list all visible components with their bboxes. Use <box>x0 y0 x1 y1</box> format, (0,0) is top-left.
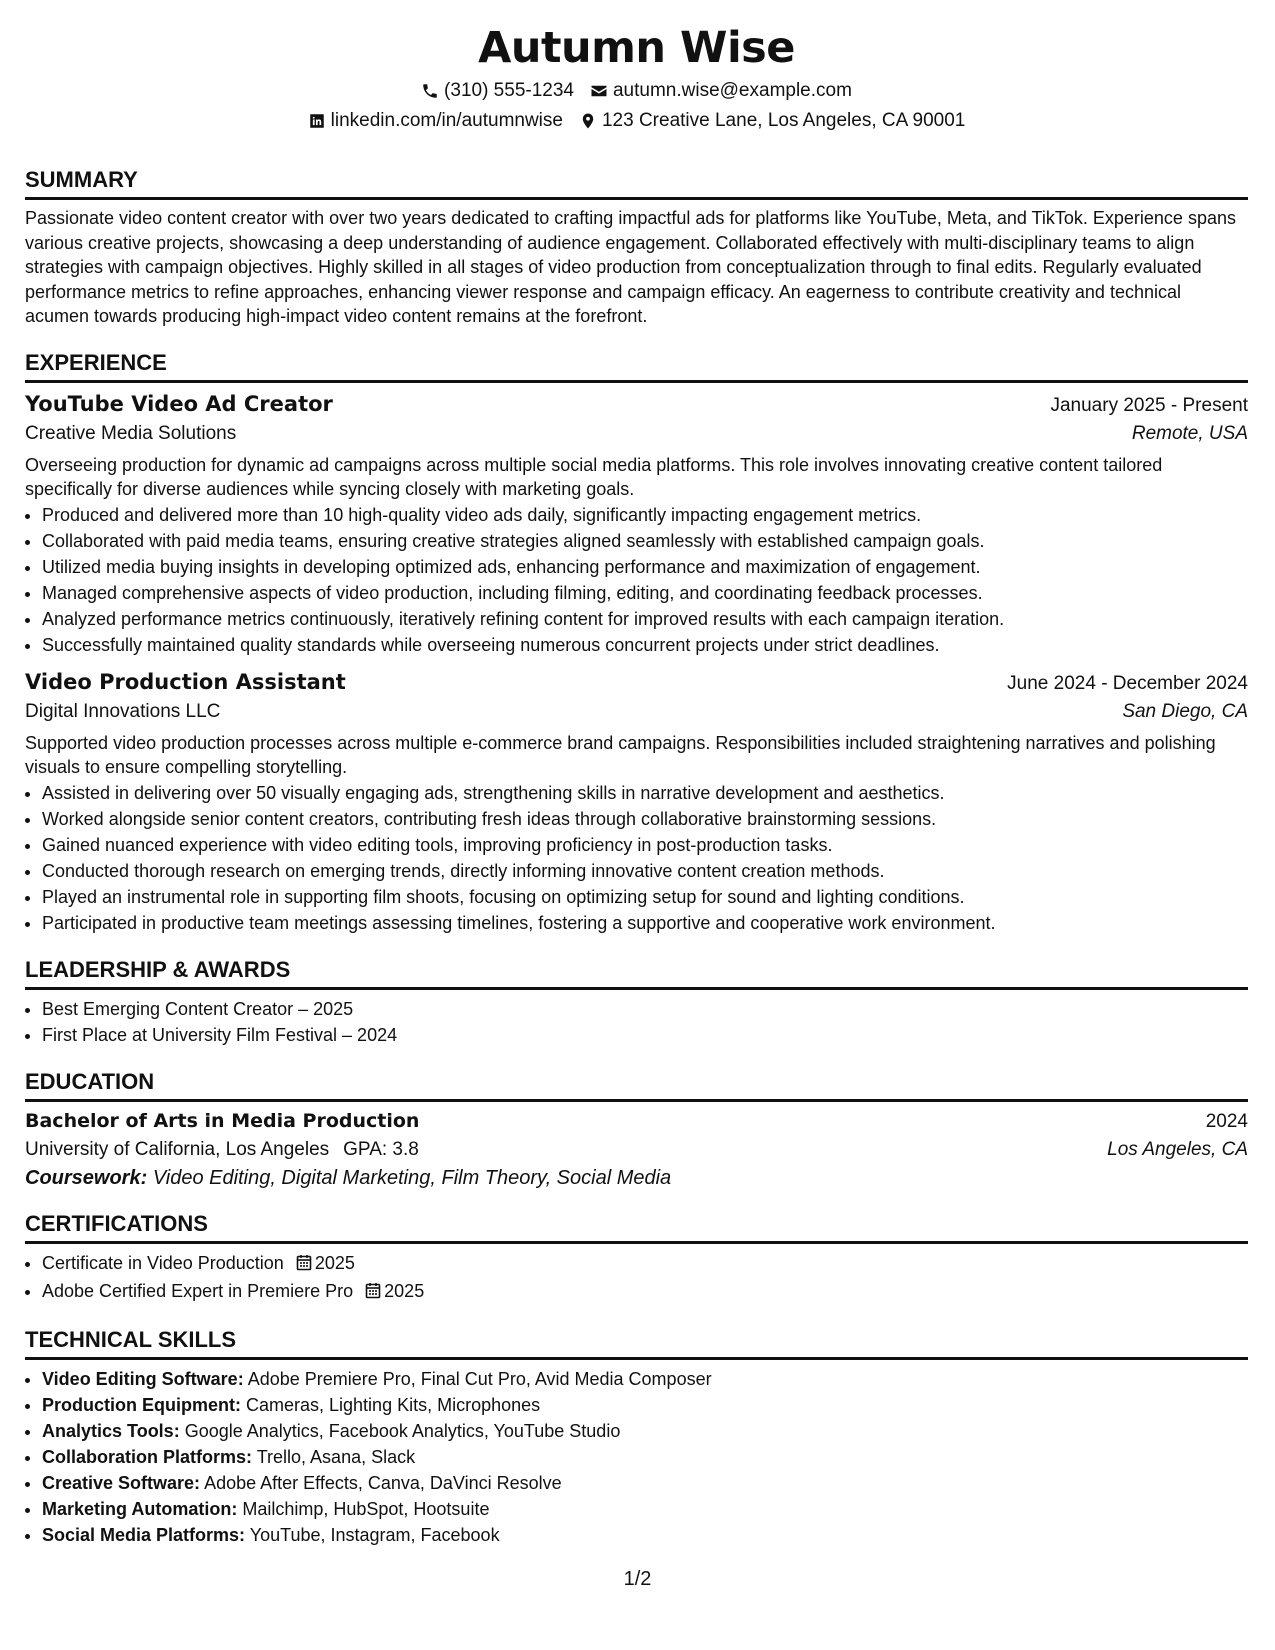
role-2 <box>25 670 1248 936</box>
skill-label: Creative Software: <box>42 1472 201 1493</box>
list-item: • Played an instrumental role in supporting film shoots, focusing on optimizing setup for sound and lighting conditions. <box>42 884 1248 910</box>
contact-phone[interactable] <box>421 80 574 102</box>
experience-heading: EXPERIENCE <box>25 349 1248 383</box>
list-item <box>42 1278 1248 1306</box>
calendar-icon <box>296 1252 312 1278</box>
skill-value: Google Analytics, Facebook Analytics, YouTube Studio <box>184 1420 621 1441</box>
summary-heading: SUMMARY <box>25 166 1248 200</box>
role-location: Remote, USA <box>1131 422 1248 444</box>
education-section <box>25 1068 1248 1190</box>
skills-section <box>25 1326 1248 1548</box>
role-location: San Diego, CA <box>1122 700 1248 722</box>
skill-label: Collaboration Platforms: <box>42 1446 253 1467</box>
coursework-label: Coursework: <box>25 1166 148 1189</box>
skill-label: Marketing Automation: <box>42 1498 238 1519</box>
list-item <box>42 1418 1248 1444</box>
awards-heading: LEADERSHIP & AWARDS <box>25 956 1248 990</box>
role-description: Supported video production processes across multiple e-commerce brand campaigns. Responsibilities included straightening narratives and polishing visuals to ensure compelling storytelling. <box>25 732 1216 777</box>
candidate-name: Autumn Wise <box>478 23 795 73</box>
degree-name: Bachelor of Arts in Media Production <box>25 1109 420 1132</box>
summary-text: Passionate video content creator with over two years dedicated to crafting impactful ads for platforms like YouTube, Meta, and TikTok. Experience spans various creative projects, showcasing a deep understanding of audience engagement. Collaborated effectively with multi-disciplinary teams to align strategies with campaign objectives. Highly skilled in all stages of video production from conceptualization through to final edits. Regularly evaluated performance metrics to refine approaches, enhancing viewer response and campaign efficacy. An eagerness to contribute creativity and technical acumen towards producing high-impact video content remains at the forefront. <box>25 208 1236 326</box>
role-bullets <box>25 502 1248 658</box>
skill-value: Adobe Premiere Pro, Final Cut Pro, Avid Media Composer <box>247 1368 712 1389</box>
awards-section <box>25 956 1248 1048</box>
role-company: Creative Media Solutions <box>25 422 237 444</box>
map-pin-icon <box>579 112 597 130</box>
list-item: • Collaborated with paid media teams, ensuring creative strategies aligned seamlessly with established campaign goals. <box>42 528 1248 554</box>
certifications-list <box>25 1250 1248 1306</box>
list-item <box>42 1444 1248 1470</box>
list-item <box>42 1522 1248 1548</box>
list-item: • Conducted thorough research on emerging trends, directly informing innovative content creation methods. <box>42 858 1248 884</box>
skills-heading: TECHNICAL SKILLS <box>25 1326 1248 1360</box>
summary-section <box>25 166 1248 329</box>
phone-text: (310) 555-1234 <box>444 80 574 101</box>
role-dates: January 2025 - Present <box>1050 394 1248 416</box>
education-heading: EDUCATION <box>25 1068 1248 1102</box>
linkedin-icon <box>308 112 326 130</box>
list-item: • Worked alongside senior content creators, contributing fresh ideas through collaborative brainstorming sessions. <box>42 806 1248 832</box>
school-info <box>25 1139 419 1161</box>
experience-section <box>25 349 1248 936</box>
certifications-section <box>25 1210 1248 1306</box>
skill-value: Cameras, Lighting Kits, Microphones <box>246 1394 541 1415</box>
list-item: • Produced and delivered more than 10 high-quality video ads daily, significantly impacting engagement metrics. <box>42 502 1248 528</box>
envelope-icon <box>590 82 608 100</box>
gpa: GPA: 3.8 <box>343 1138 419 1160</box>
list-item: • Assisted in delivering over 50 visually engaging ads, strengthening skills in narrative development and aesthetics. <box>42 780 1248 806</box>
list-item: • Analyzed performance metrics continuously, iteratively refining content for improved results with each campaign iteration. <box>42 606 1248 632</box>
graduation-year: 2024 <box>1205 1110 1248 1132</box>
skill-value: YouTube, Instagram, Facebook <box>249 1524 500 1545</box>
email-text: autumn.wise@example.com <box>612 80 852 101</box>
list-item: • First Place at University Film Festival – 2024 <box>42 1022 1248 1048</box>
skill-label: Production Equipment: <box>42 1394 241 1415</box>
awards-list <box>25 996 1248 1048</box>
role-title: YouTube Video Ad Creator <box>25 391 333 416</box>
contact-address <box>579 110 965 132</box>
list-item <box>42 1496 1248 1522</box>
skill-value: Trello, Asana, Slack <box>256 1446 416 1467</box>
role-description: Overseeing production for dynamic ad campaigns across multiple social media platforms. This role involves innovating creative content tailored specifically for diverse audiences while syncing closely with marketing goals. <box>25 454 1163 499</box>
role-bullets <box>25 780 1248 936</box>
list-item <box>42 1392 1248 1418</box>
school-name: University of California, Los Angeles <box>25 1138 330 1160</box>
skill-label: Social Media Platforms: <box>42 1524 246 1545</box>
role-company: Digital Innovations LLC <box>25 700 221 722</box>
phone-icon <box>421 82 439 100</box>
cert-name: Adobe Certified Expert in Premiere Pro <box>42 1280 354 1301</box>
page-number: 1/2 <box>623 1568 652 1590</box>
contact-row-2 <box>25 110 1248 132</box>
cert-year: 2025 <box>384 1280 425 1301</box>
calendar-icon <box>365 1280 381 1306</box>
coursework-list: Video Editing, Digital Marketing, Film Theory, Social Media <box>152 1166 672 1189</box>
cert-year: 2025 <box>314 1252 355 1273</box>
list-item: • Gained nuanced experience with video editing tools, improving proficiency in post-production tasks. <box>42 832 1248 858</box>
list-item: • Best Emerging Content Creator – 2025 <box>42 996 1248 1022</box>
skill-value: Adobe After Effects, Canva, DaVinci Resolve <box>204 1472 562 1493</box>
skill-label: Video Editing Software: <box>42 1368 244 1389</box>
role-1 <box>25 392 1248 658</box>
skills-list <box>25 1366 1248 1548</box>
linkedin-text: linkedin.com/in/autumnwise <box>330 110 563 131</box>
address-text: 123 Creative Lane, Los Angeles, CA 90001 <box>601 110 966 131</box>
list-item <box>42 1250 1248 1278</box>
list-item <box>42 1470 1248 1496</box>
certifications-heading: CERTIFICATIONS <box>25 1210 1248 1244</box>
list-item: • Participated in productive team meetings assessing timelines, fostering a supportive and cooperative work environment. <box>42 910 1248 936</box>
role-dates: June 2024 - December 2024 <box>1007 672 1248 694</box>
skill-label: Analytics Tools: <box>42 1420 180 1441</box>
school-location: Los Angeles, CA <box>1107 1138 1248 1160</box>
contact-email[interactable] <box>590 80 852 102</box>
list-item: • Utilized media buying insights in developing optimized ads, enhancing performance and maximization of engagement. <box>42 554 1248 580</box>
contact-linkedin[interactable] <box>308 110 563 132</box>
skill-value: Mailchimp, HubSpot, Hootsuite <box>242 1498 490 1519</box>
contact-row-1 <box>25 80 1248 102</box>
cert-name: Certificate in Video Production <box>42 1252 284 1273</box>
role-title: Video Production Assistant <box>25 669 346 694</box>
list-item: • Successfully maintained quality standards while overseeing numerous concurrent projects under strict deadlines. <box>42 632 1248 658</box>
coursework <box>25 1167 1248 1190</box>
list-item <box>42 1366 1248 1392</box>
list-item: • Managed comprehensive aspects of video production, including filming, editing, and coordinating feedback processes. <box>42 580 1248 606</box>
